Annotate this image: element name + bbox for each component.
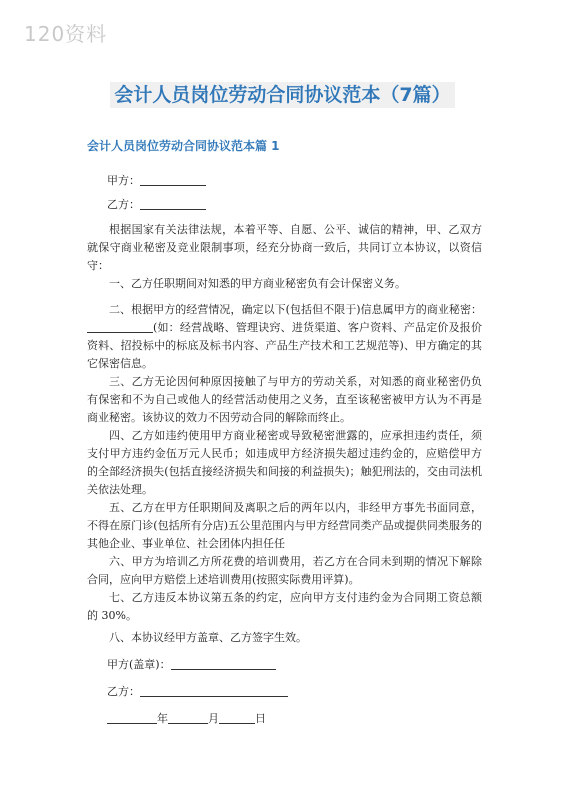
year-blank	[107, 711, 157, 724]
clause-4: 四、乙方如违约使用甲方商业秘密或导致秘密泄露的，应承担违约责任，须支付甲方违约金伍万元人民币；如违成甲方经济损失超过违约金的，应赔偿甲方的全部经济损失(包括直接经济损失和间接的利益损失)；触犯刑法的，交由司法机关依法处理。	[87, 429, 482, 496]
sign-party-a-blank	[171, 657, 276, 670]
party-a-label: 甲方：	[107, 174, 140, 187]
clause-8: 八、本协议经甲方盖章、乙方签字生效。	[109, 631, 307, 644]
secret-blank	[87, 320, 153, 333]
party-b-blank	[140, 197, 206, 210]
day-blank	[219, 711, 255, 724]
day-label: 日	[255, 712, 266, 725]
sign-party-a-label: 甲方(盖章)：	[107, 658, 171, 671]
watermark: 120资料	[24, 22, 108, 46]
clause-7: 七、乙方违反本协议第五条的约定，应向甲方支付违约金为合同期工资总额的 30%。	[87, 591, 482, 622]
section-heading: 会计人员岗位劳动合同协议范本篇 1	[87, 139, 280, 153]
page-title: 会计人员岗位劳动合同协议范本（7篇）	[0, 80, 565, 107]
clause-3: 三、乙方无论因何种原因接触了与甲方的劳动关系，对知悉的商业秘密仍负有保密和不为自己或他人的经营活动使用之义务，直至该秘密被甲方认为不再是商业秘密。该协议的效力不因劳动合同的解除而终止。	[87, 375, 482, 424]
sign-party-b	[107, 683, 288, 701]
party-b-line	[107, 196, 206, 214]
intro-paragraph: 根据国家有关法律法规，本着平等、自愿、公平、诚信的精神，甲、乙双方就保守商业秘密及竞业限制事项，经充分协商一致后，共同订立本协议，以资信守：	[87, 223, 482, 272]
party-b-label: 乙方：	[107, 198, 140, 211]
clause-6: 六、甲方为培训乙方所花费的培训费用，若乙方在合同未到期的情况下解除合同，应向甲方赔偿上述培训费用(按照实际费用评算)。	[87, 555, 482, 586]
month-label: 月	[208, 712, 219, 725]
sign-party-b-blank	[140, 684, 288, 697]
sign-party-a	[107, 656, 276, 674]
clause-1: 一、乙方任职期间对知悉的甲方商业秘密负有会计保密义务。	[109, 277, 406, 290]
party-a-line	[107, 172, 206, 190]
party-a-blank	[140, 173, 206, 186]
sign-party-b-label: 乙方：	[107, 685, 140, 698]
clause-2: 二、根据甲方的经营情况，确定以下(包括但不限于)信息属甲方的商业秘密：(如：经营战略、管理诀窍、进货渠道、客户资料、产品定价及报价资料、招投标中的标底及标书内容、产品生产技术和工艺规范等)、甲方确定的其它保密信息。	[87, 303, 482, 370]
date-line	[107, 710, 266, 728]
month-blank	[168, 711, 208, 724]
year-label: 年	[157, 712, 168, 725]
clause-5: 五、乙方在甲方任职期间及离职之后的两年以内，非经甲方事先书面同意，不得在原门诊(包括所有分店)五公里范围内与甲方经营同类产品或提供同类服务的其他企业、事业单位、社会团体内担任任	[87, 501, 482, 550]
